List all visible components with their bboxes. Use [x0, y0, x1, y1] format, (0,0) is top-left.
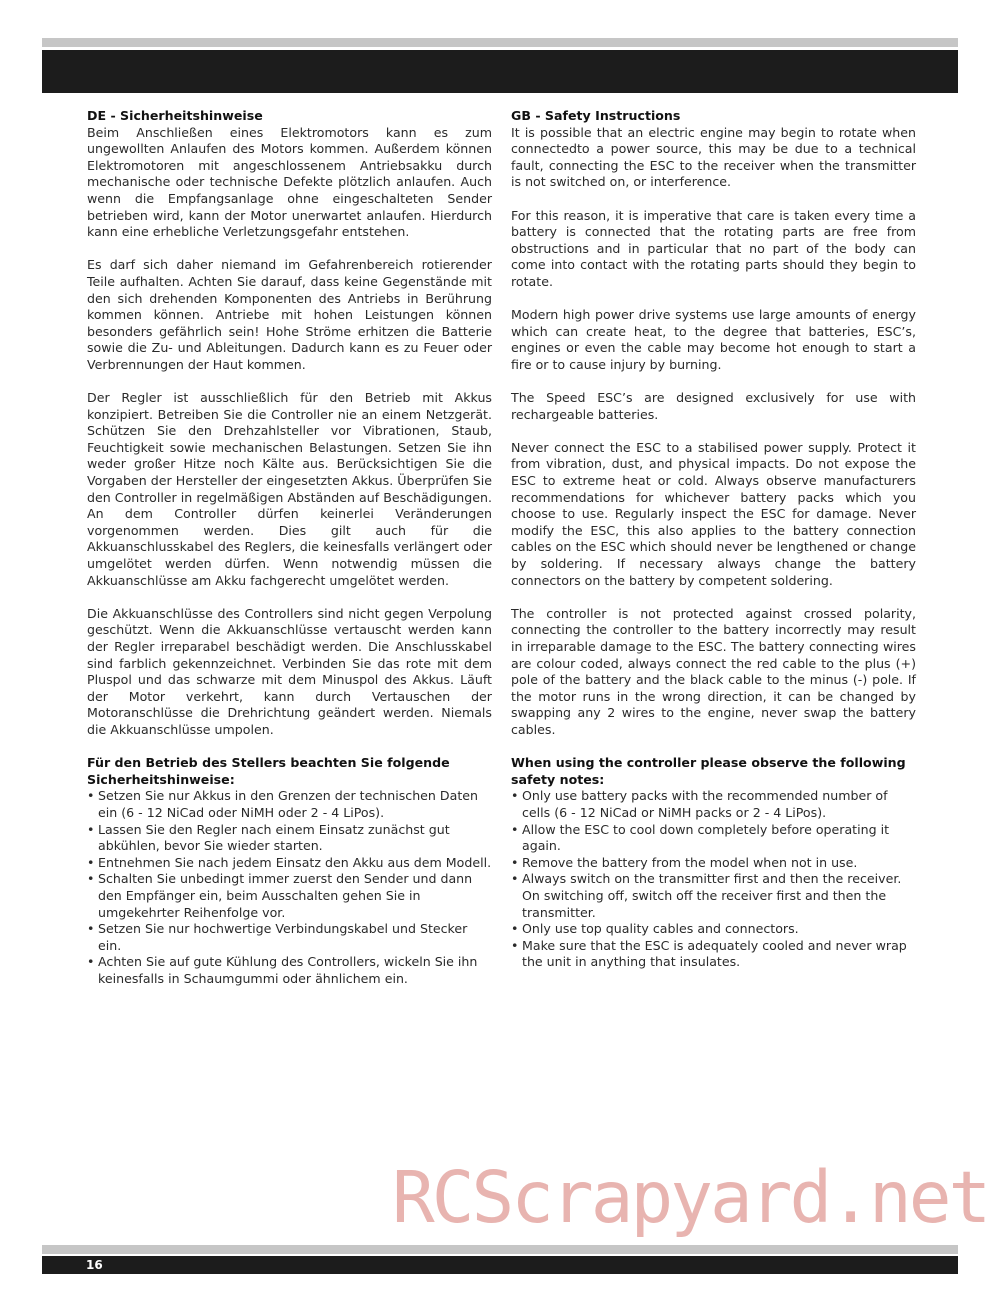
gb-safety-list [511, 788, 916, 971]
header-bar [42, 50, 958, 93]
watermark-text: RCScrapyard.net [392, 1156, 989, 1239]
list-item: • Lassen Sie den Regler nach einem Einsatz zunächst gut abkühlen, bevor Sie wieder starten. [87, 822, 492, 855]
gb-paragraph: Never connect the ESC to a stabilised power supply. Protect it from vibration, dust, and physical impacts. Do not expose the ESC to extreme heat or cold. Always observe manufacturers recommendations for whichever battery packs which you choose to use. Regularly inspect the ESC for damage. Never modify the ESC, this also applies to the battery connection cables on the ESC which should never be lengthened or change by soldering. If necessary always change the battery connectors on the battery by competent soldering. [511, 439, 916, 588]
list-item: • Make sure that the ESC is adequately cooled and never wrap the unit in anything that insulates. [511, 938, 916, 971]
list-item: • Always switch on the transmitter first and then the receiver. On switching off, switch off the receiver first and then the transmitter. [511, 871, 916, 921]
de-list-heading: Für den Betrieb des Stellers beachten Sie folgende Sicherheitshinweise: [87, 755, 450, 787]
footer-rule [42, 1245, 958, 1254]
header-rule [42, 38, 958, 47]
list-item: • Allow the ESC to cool down completely before operating it again. [511, 822, 916, 855]
footer-bar [42, 1256, 958, 1274]
list-item: • Only use top quality cables and connectors. [511, 921, 916, 938]
gb-column [511, 108, 916, 971]
list-item: • Setzen Sie nur Akkus in den Grenzen der technischen Daten ein (6 - 12 NiCad oder NiMH oder 2 - 4 LiPos). [87, 788, 492, 821]
list-item: • Setzen Sie nur hochwertige Verbindungskabel und Stecker ein. [87, 921, 492, 954]
gb-paragraph: Modern high power drive systems use large amounts of energy which can create heat, to the degree that batteries, ESC’s, engines or even the cable may become hot enough to start a fire or to cause injury by burning. [511, 307, 916, 372]
gb-paragraph: The Speed ESC’s are designed exclusively for use with rechargeable batteries. [511, 390, 916, 422]
de-paragraph: Die Akkuanschlüsse des Controllers sind nicht gegen Verpolung geschützt. Wenn die Akkuanschlüsse vertauscht werden kann der Regler irreparabel beschädigt werden. Die Anschlusskabel sind farblich gekennzeichnet. Verbinden Sie das rote mit dem Pluspol und das schwarze mit dem Minuspol des Akkus. Läuft der Motor verkehrt, kann durch Vertauschen der Motoranschlüsse die Drehrichtung geändert werden. Niemals die Akkuanschlüsse umpolen. [87, 605, 492, 737]
de-paragraph: Beim Anschließen eines Elektromotors kann es zum ungewollten Anlaufen des Motors kommen. Außerdem können Elektromotoren mit angeschlossenem Antriebsakku durch mechanische oder technische Defekte plötzlich anlaufen. Auch wenn die Empfangsanlage ohne eingeschalteten Sender betrieben wird, kann der Motor unerwartet anlaufen. Hierdurch kann eine erhebliche Verletzungsgefahr entstehen. [87, 124, 492, 240]
gb-paragraph: For this reason, it is imperative that care is taken every time a battery is connected that the rotating parts are free from obstructions and in particular that no part of the body can come into contact with the rotating parts should they begin to rotate. [511, 207, 916, 289]
gb-paragraph: The controller is not protected against crossed polarity, connecting the controller to the battery incorrectly may result in irreparable damage to the ESC. The battery connecting wires are colour coded, always connect the red cable to the plus (+) pole of the battery and the black cable to the minus (-) pole. If the motor runs in the wrong direction, it can be changed by swapping any 2 wires to the engine, never swap the battery cables. [511, 605, 916, 737]
list-item: • Remove the battery from the model when not in use. [511, 855, 916, 872]
gb-list-heading: When using the controller please observe the following safety notes: [511, 755, 906, 787]
list-item: • Only use battery packs with the recommended number of cells (6 - 12 NiCad or NiMH packs or 2 - 4 LiPos). [511, 788, 916, 821]
de-paragraph: Der Regler ist ausschließlich für den Betrieb mit Akkus konzipiert. Betreiben Sie die Controller nie an einem Netzgerät. Schützen Sie den Drehzahlsteller vor Vibrationen, Staub, Feuchtigkeit sowie mechanischen Belastungen. Setzen Sie ihn weder großer Hitze noch Kälte aus. Berücksichtigen Sie die Vorgaben der Hersteller der eingesetzten Akkus. Überprüfen Sie den Controller in regelmäßigen Abständen auf Beschädigungen. An dem Controller dürfen keinerlei Veränderungen vorgenommen werden. Dies gilt auch für die Akkuanschlusskabel des Reglers, die keinesfalls verlängert oder umgelötet werden dürfen. Wenn notwendig müssen die Akkuanschlüsse am Akku fachgerecht umgelötet werden. [87, 390, 492, 588]
page-number: 16 [86, 1258, 103, 1272]
gb-paragraph: It is possible that an electric engine may begin to rotate when connectedto a power source, this may be due to a technical fault, connecting the ESC to the receiver when the transmitter is not switched on, or interference. [511, 124, 916, 190]
list-item: • Schalten Sie unbedingt immer zuerst den Sender und dann den Empfänger ein, beim Ausschalten gehen Sie in umgekehrter Reihenfolge vor. [87, 871, 492, 921]
de-paragraph: Es darf sich daher niemand im Gefahrenbereich rotierender Teile aufhalten. Achten Sie darauf, dass keine Gegenstände mit den sich drehenden Komponenten des Antriebs in Berührung kommen können. Antriebe mit hohen Leistungen können besonders gefährlich sein! Hohe Ströme erhitzen die Batterie sowie die Zu- und Ableitungen. Dadurch kann es zu Feuer oder Verbrennungen der Haut kommen. [87, 257, 492, 372]
gb-title: GB - Safety Instructions [511, 108, 681, 123]
de-title: DE - Sicherheitshinweise [87, 108, 263, 123]
list-item: • Achten Sie auf gute Kühlung des Controllers, wickeln Sie ihn keinesfalls in Schaumgummi oder ähnlichem ein. [87, 954, 492, 987]
de-safety-list [87, 788, 492, 987]
list-item: • Entnehmen Sie nach jedem Einsatz den Akku aus dem Modell. [87, 855, 492, 872]
de-column [87, 108, 492, 987]
